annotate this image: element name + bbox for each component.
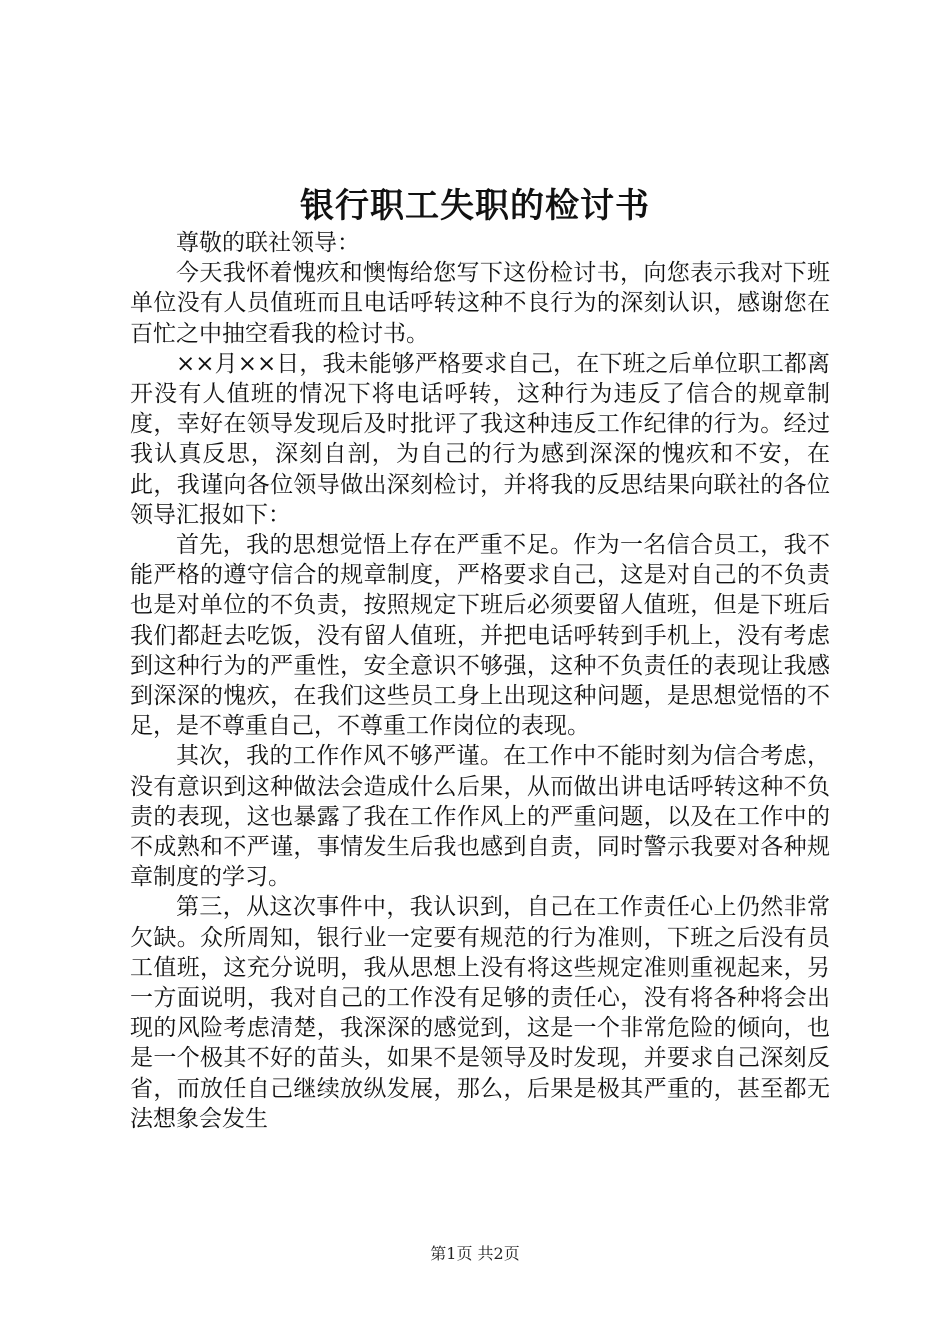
paragraph: 今天我怀着愧疚和懊悔给您写下这份检讨书，向您表示我对下班单位没有人员值班而且电话呼转这种不良行为的深刻认识，感谢您在百忙之中抽空看我的检讨书。	[130, 260, 830, 347]
paragraph: 其次，我的工作作风不够严谨。在工作中不能时刻为信合考虑，没有意识到这种做法会造成什么后果，从而做出讲电话呼转这种不负责的表现，这也暴露了我在工作作风上的严重问题，以及在工作中的不成熟和不严谨，事情发生后我也感到自责，同时警示我要对各种规章制度的学习。	[130, 743, 830, 891]
salutation: 尊敬的联社领导：	[176, 230, 360, 256]
paragraph: ××月××日，我未能够严格要求自己，在下班之后单位职工都离开没有人值班的情况下将电话呼转，这种行为违反了信合的规章制度，幸好在领导发现后及时批评了我这种违反工作纪律的行为。经过我认真反思，深刻自剖，为自己的行为感到深深的愧疚和不安，在此，我谨向各位领导做出深刻检讨，并将我的反思结果向联社的各位领导汇报如下：	[130, 350, 830, 528]
paragraph: 首先，我的思想觉悟上存在严重不足。作为一名信合员工，我不能严格的遵守信合的规章制度，严格要求自己，这是对自己的不负责也是对单位的不负责，按照规定下班后必须要留人值班，但是下班后我们都赶去吃饭，没有留人值班，并把电话呼转到手机上，没有考虑到这种行为的严重性，安全意识不够强，这种不负责任的表现让我感到深深的愧疚，在我们这些员工身上出现这种问题，是思想觉悟的不足，是不尊重自己，不尊重工作岗位的表现。	[130, 532, 830, 740]
document-title: 银行职工失职的检讨书	[300, 186, 650, 226]
document-body	[130, 228, 830, 1134]
paragraph: 第三，从这次事件中，我认识到，自己在工作责任心上仍然非常欠缺。众所周知，银行业一定要有规范的行为准则，下班之后没有员工值班，这充分说明，我从思想上没有将这些规定准则重视起来，另一方面说明，我对自己的工作没有足够的责任心，没有将各种将会出现的风险考虑清楚，我深深的感觉到，这是一个非常危险的倾向，也是一个极其不好的苗头，如果不是领导及时发现，并要求自己深刻反省，而放任自己继续放纵发展，那么，后果是极其严重的，甚至都无法想象会发生	[130, 894, 830, 1132]
page-number-footer: 第1页 共2页	[430, 1244, 520, 1263]
